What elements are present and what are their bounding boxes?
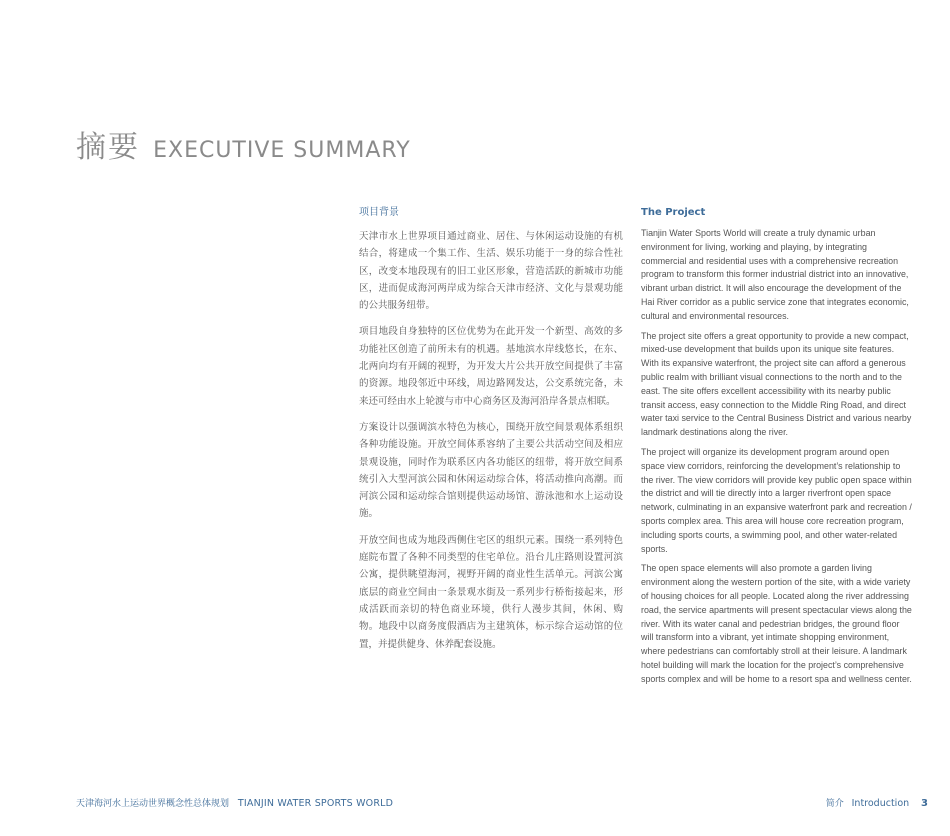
footer-section-chinese: 简介 [825, 799, 844, 809]
english-section-heading: The Project [641, 207, 706, 218]
chinese-paragraph: 天津市水上世界项目通过商业、居住、与休闲运动设施的有机结合，将建成一个集工作、生活、娱乐功能于一身的综合性社区，改变本地段现有的旧工业区形象，营造活跃的新城市功能区，进而促成海河两岸成为综合天津市经济、文化与景观功能的公共服务纽带。 [359, 231, 623, 312]
page-number: 3 [921, 798, 928, 809]
page-title-chinese: 摘要 [76, 130, 140, 165]
footer-section-english: Introduction [851, 798, 910, 809]
english-paragraph: The project will organize its development program around open space view corridors, reinforcing the development’s relationship to the river. The view corridors will provide key public open space within the district and will tie directly into a larger riverfront open space network, culminating in an expansive waterfront park and recreation / sports complex area. This area will house core recreation program, including sports courts, a swimming pool, and other water-related sports. [641, 446, 912, 554]
chinese-paragraph: 开放空间也成为地段西侧住宅区的组织元素。围绕一系列特色庭院布置了各种不同类型的住宅单位。沿台儿庄路则设置河滨公寓，提供眺望海河，视野开阔的商业性生活单元。河滨公寓底层的商业空间由一条景观水街及一系列步行桥衔接起来，形成活跃而亲切的特色商业环境，供行人漫步其间，休闲、购物。地段中以商务度假酒店为主建筑体，标示综合运动馆的位置，并提供健身、休养配套设施。 [359, 534, 623, 650]
chinese-section-heading: 项目背景 [359, 207, 399, 218]
english-paragraph: The open space elements will also promote a garden living environment along the western portion of the site, with a wide variety of housing choices for all people. Located along the river addressing road, the service apartments will present spectacular views along the river. With its water canal and pedestrian bridges, the ground floor will transform into a vibrant, yet intimate shopping environment, where pedestrians can comfortably stroll at their leisure. A landmark hotel building will mark the location for the project’s comprehensive sports complex and will be home to a resort spa and wellness center. [641, 563, 912, 684]
page-title [76, 122, 411, 166]
footer-section-label [826, 796, 928, 809]
english-paragraph: Tianjin Water Sports World will create a truly dynamic urban environment for living, working and playing, by integrating commercial and residential uses with a comprehensive recreation program to transform this former industrial district into an innovative, vibrant urban district. It will also encourage the development of the Hai River corridor as a public service zone that integrates economic, cultural and environmental resources. [641, 228, 909, 321]
chinese-paragraph: 方案设计以强调滨水特色为核心，围绕开放空间景观体系组织各种功能设施。开放空间体系容纳了主要公共活动空间及相应景观设施，同时作为联系区内各功能区的纽带，将开放空间系统引入大型河滨公园和休闲运动综合体，将活动推向高潮。而河滨公园和运动综合馆则提供运动场馆、游泳池和水上运动设施。 [359, 421, 623, 520]
chinese-column [359, 206, 623, 662]
footer-project-title [76, 796, 393, 809]
footer-title-english: TIANJIN WATER SPORTS WORLD [237, 798, 394, 809]
english-column [641, 206, 913, 693]
chinese-paragraph: 项目地段自身独特的区位优势为在此开发一个新型、高效的多功能社区创造了前所未有的机遇。基地滨水岸线悠长，在东、北两向均有开阔的视野，为开发大片公共开放空间提供了丰富的资源。地段邻近中环线，周边路网发达，公交系统完备，未来还可经由水上轮渡与市中心商务区及海河沿岸各景点相联。 [359, 326, 623, 407]
page-title-english: EXECUTIVE SUMMARY [153, 138, 411, 163]
english-paragraph: The project site offers a great opportunity to provide a new compact, mixed-use development that builds upon its unique site features. With its expansive waterfront, the project site can afford a generous public realm with brilliant visual connections to the north and to the east. The site offers excellent accessibility with its nearby public transit access, easy connection to the Middle Ring Road, and direct water taxi service to the Central Business District and various nearby landmark destinations along the river. [641, 330, 912, 438]
footer-title-chinese: 天津海河水上运动世界概念性总体规划 [76, 799, 230, 809]
